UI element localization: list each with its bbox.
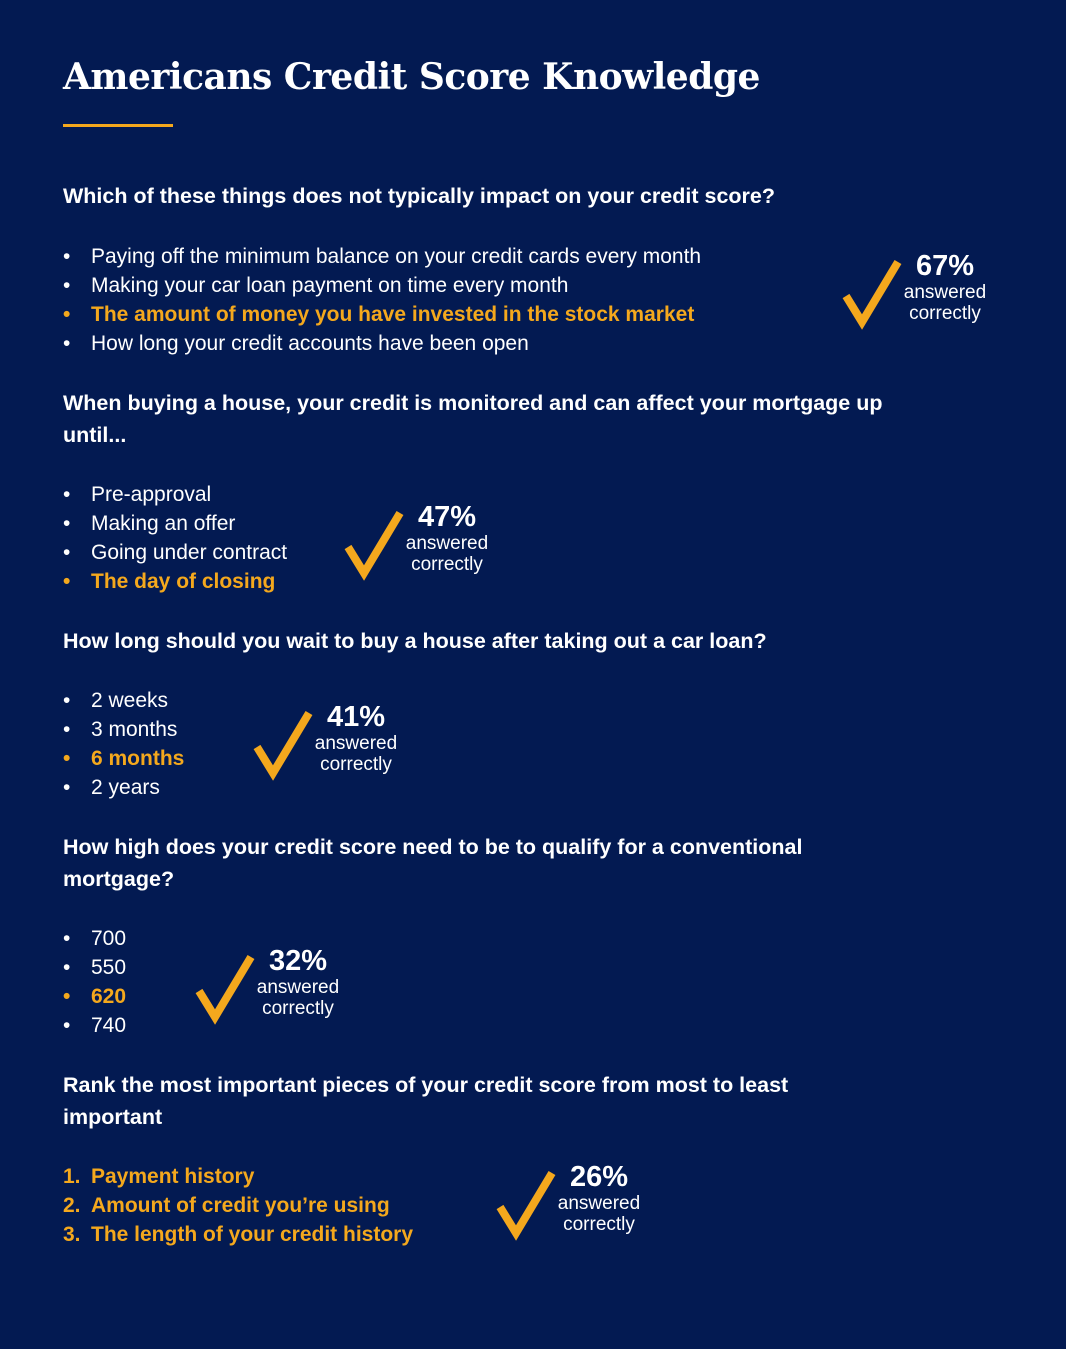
ranked-item: 1. Payment history [63,1165,255,1188]
question-4-options [63,924,126,1040]
option-correct: • The amount of money you have invested in the stock market [63,303,695,326]
question-4-stat [195,945,355,1039]
percent-correct: 47% [417,501,477,533]
option-correct: • 620 [63,985,127,1008]
answered-correctly-label: answered correctly [903,282,987,324]
option: • 2 weeks [63,689,169,712]
option: • 740 [63,1014,127,1037]
ranked-item: 3. The length of your credit history [63,1223,414,1246]
question-5-ranked-answers [63,1162,413,1249]
option: • 3 months [63,718,178,741]
question-1-stat [842,250,1002,344]
option: • 700 [63,927,127,950]
title-underline [63,124,173,127]
question-1-options [63,242,701,358]
answered-correctly-label: answered correctly [314,733,398,775]
option: • How long your credit accounts have been open [63,332,529,355]
option: • Going under contract [63,541,288,564]
question-4-text: How high does your credit score need to be to qualify for a conventional mortgage? [63,835,803,891]
question-2-stat [344,501,504,595]
percent-correct: 32% [268,945,328,977]
option: • Paying off the minimum balance on your credit cards every month [63,245,702,268]
answered-correctly-label: answered correctly [405,533,489,575]
percent-correct: 26% [569,1161,629,1193]
ranked-item: 2. Amount of credit you’re using [63,1194,390,1217]
option: • 550 [63,956,127,979]
question-5-text: Rank the most important pieces of your credit score from most to least important [63,1073,789,1129]
question-3-stat [253,701,413,795]
option: • Pre-approval [63,483,212,506]
question-2-options [63,480,287,596]
option: • Making your car loan payment on time every month [63,274,569,297]
option-correct: • 6 months [63,747,185,770]
answered-correctly-label: answered correctly [256,977,340,1019]
question-3-text: How long should you wait to buy a house after taking out a car loan? [63,629,767,653]
question-2-text: When buying a house, your credit is monitored and can affect your mortgage up until... [63,391,883,447]
answered-correctly-label: answered correctly [557,1193,641,1235]
option-correct: • The day of closing [63,570,276,593]
option: • Making an offer [63,512,236,535]
option: • 2 years [63,776,160,799]
question-5-stat [496,1161,656,1255]
percent-correct: 67% [915,250,975,282]
question-1-text: Which of these things does not typically impact on your credit score? [63,184,775,208]
page-title: Americans Credit Score Knowledge [63,56,760,98]
question-3-options [63,686,184,802]
percent-correct: 41% [326,701,386,733]
